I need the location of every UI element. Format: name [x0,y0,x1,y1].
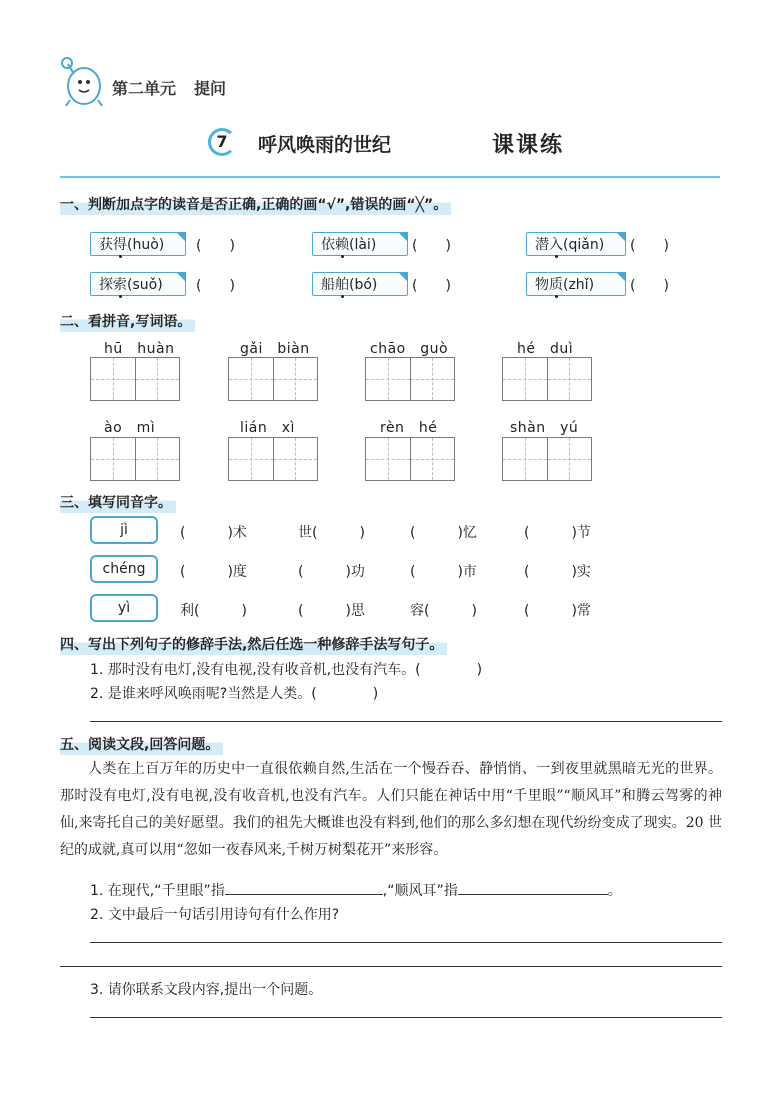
fill-blank[interactable]: ( )功 [298,564,365,580]
writing-grid[interactable] [502,357,592,401]
word-box: 依赖(lài) [312,232,408,256]
pinyin-label: rèn hé [380,420,438,436]
fill-blank[interactable]: ( )市 [410,564,477,580]
word-box: 获得(huò) [90,232,186,256]
lesson-tag: 课课练 [492,133,565,158]
pinyin-box: chéng [90,555,158,583]
fill-blank[interactable]: 利( ) [180,603,247,619]
fill-blank[interactable]: 世( ) [298,525,365,541]
answer-paren[interactable]: ( ) [196,278,235,294]
writing-grid[interactable] [502,437,592,481]
pinyin-label: ào mì [104,420,156,436]
fill-blank[interactable]: ( )实 [524,564,591,580]
lesson-title: 呼风唤雨的世纪 [258,134,392,156]
writing-grid[interactable] [228,437,318,481]
pinyin-label: hū huàn [104,341,175,357]
unit-label: 第二单元 [112,79,177,98]
pinyin-label: shàn yú [510,420,579,436]
fill-blank[interactable]: 容( ) [410,603,477,619]
pinyin-box: yì [90,594,158,622]
lesson-number: 7 [208,128,236,156]
pinyin-label: lián xì [240,420,295,436]
pinyin-label: chāo guò [370,341,449,357]
answer-line[interactable] [90,1017,722,1018]
pinyin-label: gǎi biàn [240,341,310,357]
fill-blank[interactable]: ( )常 [524,603,591,619]
word-box: 船舶(bó) [312,272,408,296]
writing-grid[interactable] [90,437,180,481]
pinyin-box: jì [90,516,158,544]
section-2-title: 二、看拼音,写词语。 [60,311,195,332]
question-text: 2. 是谁来呼风唤雨呢?当然是人类。( ) [90,686,379,702]
answer-paren[interactable]: ( ) [630,238,669,254]
writing-grid[interactable] [90,357,180,401]
fill-blank[interactable]: ( )术 [180,525,247,541]
answer-blank[interactable] [225,880,383,895]
answer-paren[interactable]: ( ) [412,238,451,254]
mascot-icon [58,56,106,108]
writing-grid[interactable] [365,437,455,481]
section-5-title: 五、阅读文段,回答问题。 [60,734,223,755]
writing-grid[interactable] [365,357,455,401]
fill-blank[interactable]: ( )节 [524,525,591,541]
section-4-title: 四、写出下列句子的修辞手法,然后任选一种修辞手法写句子。 [60,634,447,655]
fill-blank[interactable]: ( )忆 [410,525,477,541]
pinyin-label: hé duì [517,341,574,357]
question-2: 2. 文中最后一句话引用诗句有什么作用? [90,907,340,923]
answer-line[interactable] [90,942,722,943]
reading-passage: 人类在上百万年的历史中一直很依赖自然,生活在一个慢吞吞、静悄悄、一到夜里就黑暗无光的世界。那时没有电灯,没有电视,没有收音机,也没有汽车。人们只能在神话中用“千里眼”“顺风耳”和腾云驾雾的神仙,来寄托自己的美好愿望。我们的祖先大概谁也没有料到,他们的那么多幻想在现代纷纷变成了现实。20 世纪的成就,真可以用“忽如一夜春风来,千树万树梨花开”来形容。 [60,761,722,858]
topic-label: 提问 [194,79,227,98]
fill-blank[interactable]: ( )度 [180,564,247,580]
section-3-title: 三、填写同音字。 [60,492,176,513]
writing-grid[interactable] [228,357,318,401]
answer-paren[interactable]: ( ) [412,278,451,294]
word-box: 潜入(qiǎn) [526,232,626,256]
answer-line[interactable] [60,966,722,967]
question-3: 3. 请你联系文段内容,提出一个问题。 [90,982,323,998]
question-1: 1. 在现代,“千里眼”指 ,“顺风耳”指 。 [90,880,622,900]
answer-line[interactable] [90,721,722,722]
question-text: 1. 那时没有电灯,没有电视,没有收音机,也没有汽车。( ) [90,662,483,678]
section-1-title: 一、判断加点字的读音是否正确,正确的画“√”,错误的画“╳”。 [60,194,451,215]
answer-paren[interactable]: ( ) [630,278,669,294]
word-box: 物质(zhǐ) [526,272,626,296]
answer-blank[interactable] [458,880,608,895]
fill-blank[interactable]: ( )思 [298,603,365,619]
answer-paren[interactable]: ( ) [196,238,235,254]
title-divider [60,176,720,178]
unit-title [112,76,226,99]
word-box: 探索(suǒ) [90,272,186,296]
